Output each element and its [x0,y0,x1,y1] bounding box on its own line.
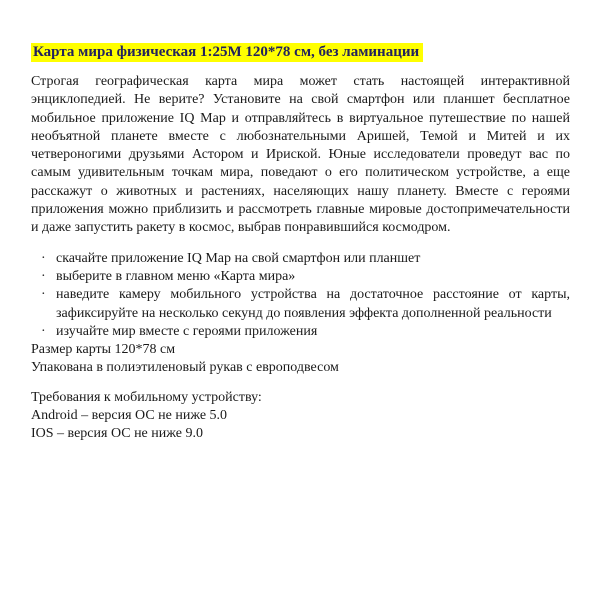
requirements-section [31,389,570,444]
feature-list [31,250,570,341]
bullet-icon: · [41,250,46,266]
list-item-text: скачайте приложение IQ Map на свой смартфон или планшет [56,250,421,266]
list-item [39,250,570,268]
requirement-android: Android – версия ОС не ниже 5.0 [31,408,228,424]
requirements-heading: Требования к мобильному устройству: [31,389,262,405]
requirement-ios: IOS – версия ОС не ниже 9.0 [31,426,203,442]
product-title-highlight: Карта мира физическая 1:25М 120*78 см, без ламинации [31,43,423,62]
list-item-text: изучайте мир вместе с героями приложения [56,323,318,339]
bullet-icon: · [41,268,46,284]
map-size-line: Размер карты 120*78 см [31,342,176,358]
packaging-line: Упакована в полиэтиленовый рукав с европодвесом [31,360,339,376]
bullet-icon: · [41,323,46,339]
description-paragraph: Строгая географическая карта мира может стать настоящей интерактивной энциклопедией. Не верите? Установите на свой смартфон или планшет бесплатное мобильное приложение IQ Map и отправляйтесь в виртуальное путешествие по нашей необъятной планете вместе с любознательными Аришей, Темой и Митей и их четвероногими друзьями Астором и Ириской. Юные исследователи проведут вас по самым удивительным точкам мира, поведают о его политическом устройстве, а еще расскажут о животных и растениях, населяющих нашу планету. Вместе с героями приложения можно приблизить и рассмотреть главные мировые достопримечательности и даже запустить ракету в космос, выбрав понравившийся космодром. [31,74,570,236]
list-item [39,268,570,286]
list-item [39,286,570,323]
list-item [39,323,570,341]
list-item-text: выберите в главном меню «Карта мира» [56,268,296,284]
bullet-icon: · [41,287,46,303]
product-title [31,42,570,62]
list-item-text: наведите камеру мобильного устройства на достаточное расстояние от карты, зафиксируйте на несколько секунд до появления эффекта дополненной реальности [56,287,570,321]
